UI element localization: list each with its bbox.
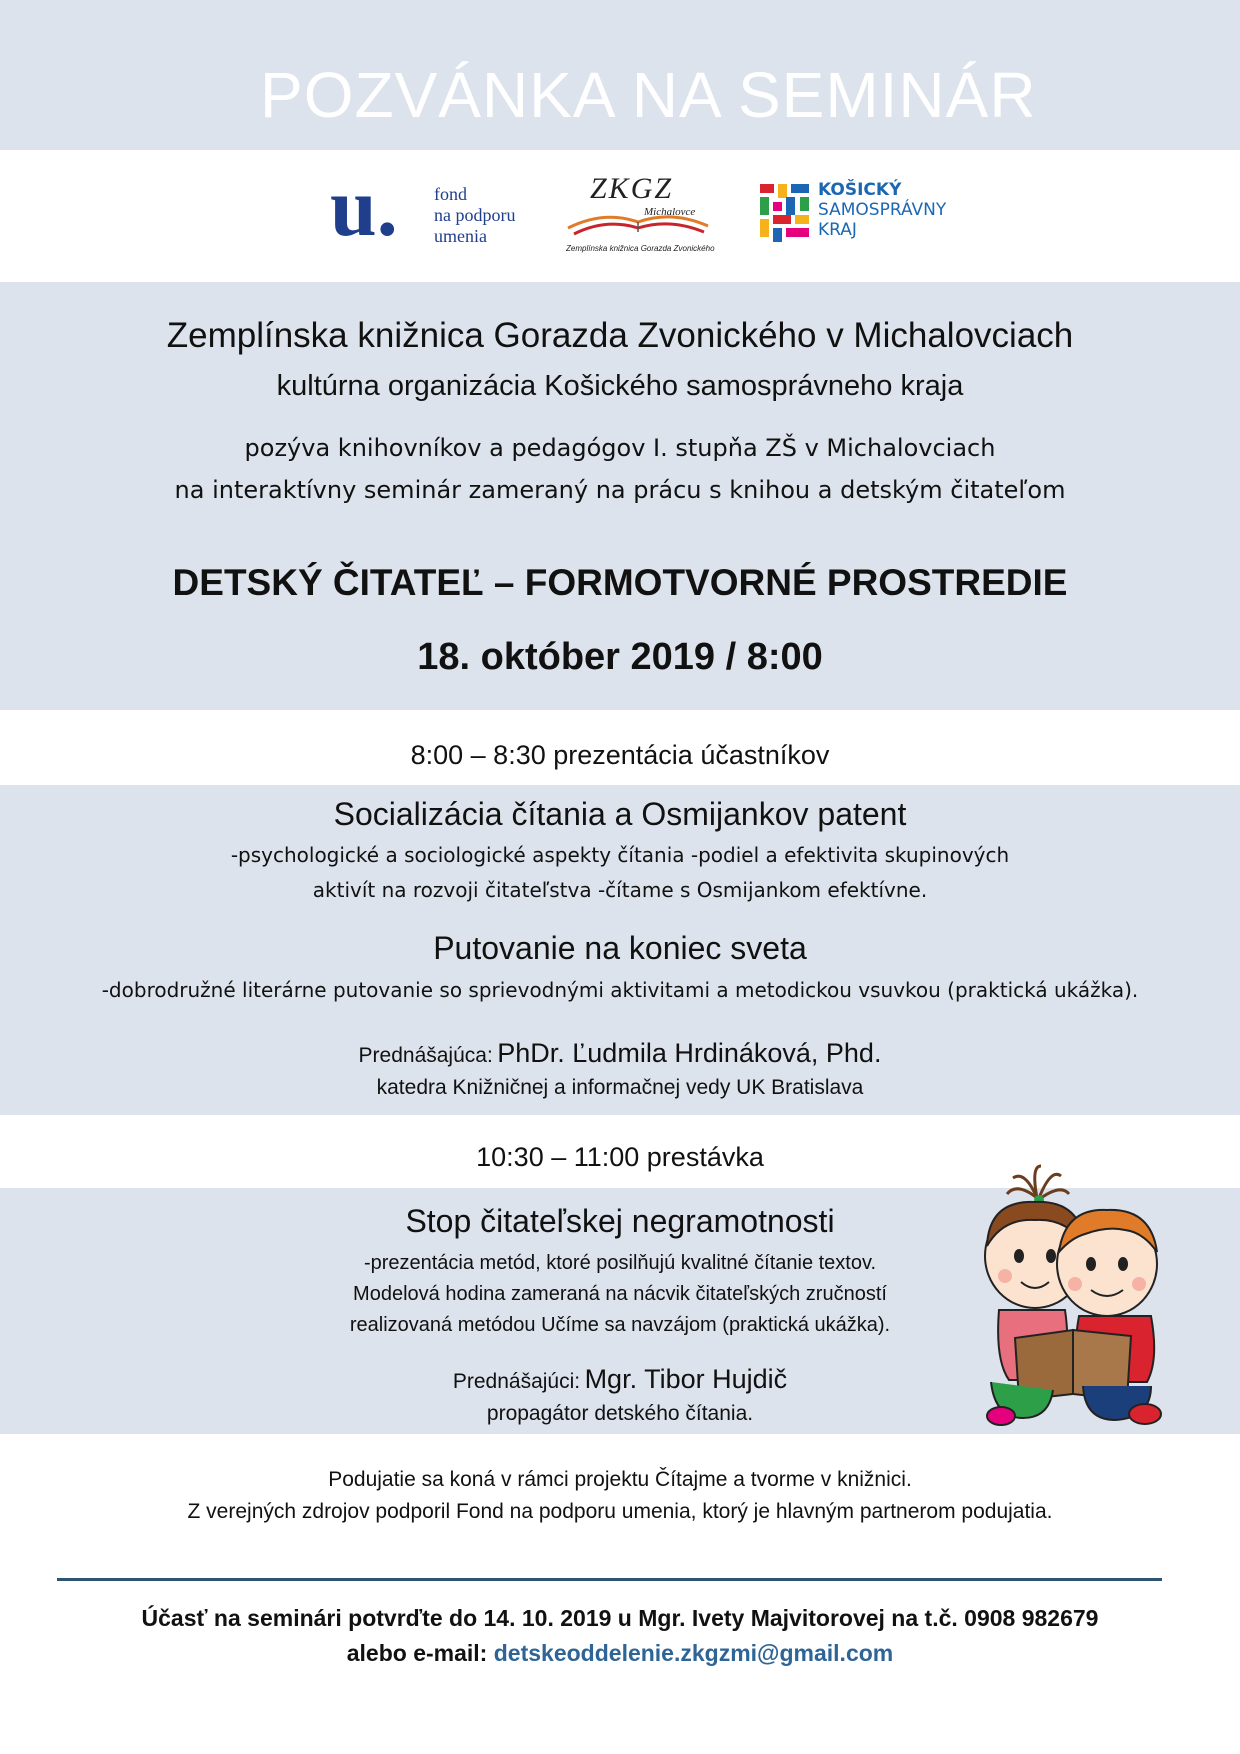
email-prefix: alebo e-mail: bbox=[346, 1640, 488, 1666]
schedule-slot-registration: 8:00 – 8:30 prezentácia účastníkov bbox=[410, 740, 830, 770]
ksk-logo bbox=[760, 180, 960, 250]
event-title: DETSKÝ ČITATEĽ – FORMOTVORNÉ PROSTREDIE bbox=[172, 562, 1068, 603]
kids-reading-illustration bbox=[975, 1160, 1175, 1430]
organizer-name: Zemplínska knižnica Gorazda Zvonického v Michalovciach bbox=[166, 316, 1074, 355]
schedule-slot-break: 10:30 – 11:00 prestávka bbox=[476, 1142, 764, 1172]
rsvp-line: Účasť na seminári potvrďte do 14. 10. 2019 u Mgr. Ivety Majvitorovej na t.č. 0908 982679 bbox=[141, 1605, 1099, 1631]
ksk-logo-text: KOŠICKÝ SAMOSPRÁVNY KRAJ bbox=[818, 180, 947, 240]
talk-3-description-1: -prezentácia metód, ktoré posilňujú kvalitné čítanie textov. bbox=[363, 1252, 877, 1274]
email-line bbox=[0, 1640, 1240, 1667]
event-date: 18. október 2019 / 8:00 bbox=[417, 636, 823, 678]
project-note-1: Podujatie sa koná v rámci projektu Čítajme a tvorme v knižnici. bbox=[328, 1468, 912, 1491]
zkgz-logo-sub: Michalovce bbox=[644, 206, 696, 218]
talk-1-description-2: aktivít na rozvoji čitateľstva -čítame s Osmijankom efektívne. bbox=[312, 878, 928, 902]
zkgz-logo bbox=[562, 172, 722, 267]
lecturer-1-label: Prednášajúca: bbox=[358, 1044, 493, 1067]
talk-1-description-1: -psychologické a sociologické aspekty čítania -podiel a efektivita skupinových bbox=[230, 843, 1010, 867]
fond-logo-mark: u. bbox=[330, 161, 398, 254]
footer-divider bbox=[57, 1578, 1162, 1581]
talk-1-title: Socializácia čítania a Osmijankov patent bbox=[333, 796, 907, 832]
title-band bbox=[0, 0, 1240, 150]
logo-row bbox=[0, 150, 1240, 282]
book-swoosh-icon bbox=[564, 208, 714, 238]
zkgz-logo-mark: ZKGZ bbox=[590, 172, 674, 205]
talk-2-description: -dobrodružné literárne putovanie so sprievodnými aktivitami a metodickou vsuvkou (praktická ukážka). bbox=[101, 978, 1139, 1002]
project-note-2: Z verejných zdrojov podporil Fond na podporu umenia, ktorý je hlavným partnerom podujatia. bbox=[187, 1500, 1053, 1523]
fond-logo bbox=[330, 161, 540, 258]
talk-3-description-3: realizovaná metódou Učíme sa navzájom (praktická ukážka). bbox=[349, 1314, 891, 1336]
talk-2-title: Putovanie na koniec sveta bbox=[433, 930, 807, 966]
talk-3-title: Stop čitateľskej negramotnosti bbox=[405, 1203, 835, 1239]
invitation-line-2: na interaktívny seminár zameraný na prácu s knihou a detským čitateľom bbox=[174, 476, 1066, 504]
lecturer-2-name: Mgr. Tibor Hujdič bbox=[584, 1364, 788, 1394]
zkgz-logo-caption: Zemplínska knižnica Gorazda Zvonického bbox=[566, 244, 715, 253]
ksk-emblem-icon bbox=[760, 184, 812, 244]
lecturer-1 bbox=[0, 1038, 1240, 1069]
invitation-line-1: pozýva knihovníkov a pedagógov I. stupňa ZŠ v Michalovciach bbox=[244, 434, 996, 462]
lecturer-2-label: Prednášajúci: bbox=[452, 1370, 581, 1393]
page-title: POZVÁNKA NA SEMINÁR bbox=[260, 59, 1037, 131]
talk-3-description-2: Modelová hodina zameraná na nácvik čitateľských zručností bbox=[353, 1283, 887, 1305]
lecturer-2-affiliation: propagátor detského čítania. bbox=[486, 1402, 754, 1425]
fond-logo-text: fond na podporu umenia bbox=[434, 184, 516, 246]
email-link[interactable]: detskeoddelenie.zkgzmi@gmail.com bbox=[493, 1640, 894, 1666]
organizer-subtitle: kultúrna organizácia Košického samosprávneho kraja bbox=[276, 370, 964, 402]
lecturer-1-name: PhDr. Ľudmila Hrdináková, Phd. bbox=[497, 1038, 882, 1068]
lecturer-1-affiliation: katedra Knižničnej a informačnej vedy UK Bratislava bbox=[376, 1076, 864, 1099]
